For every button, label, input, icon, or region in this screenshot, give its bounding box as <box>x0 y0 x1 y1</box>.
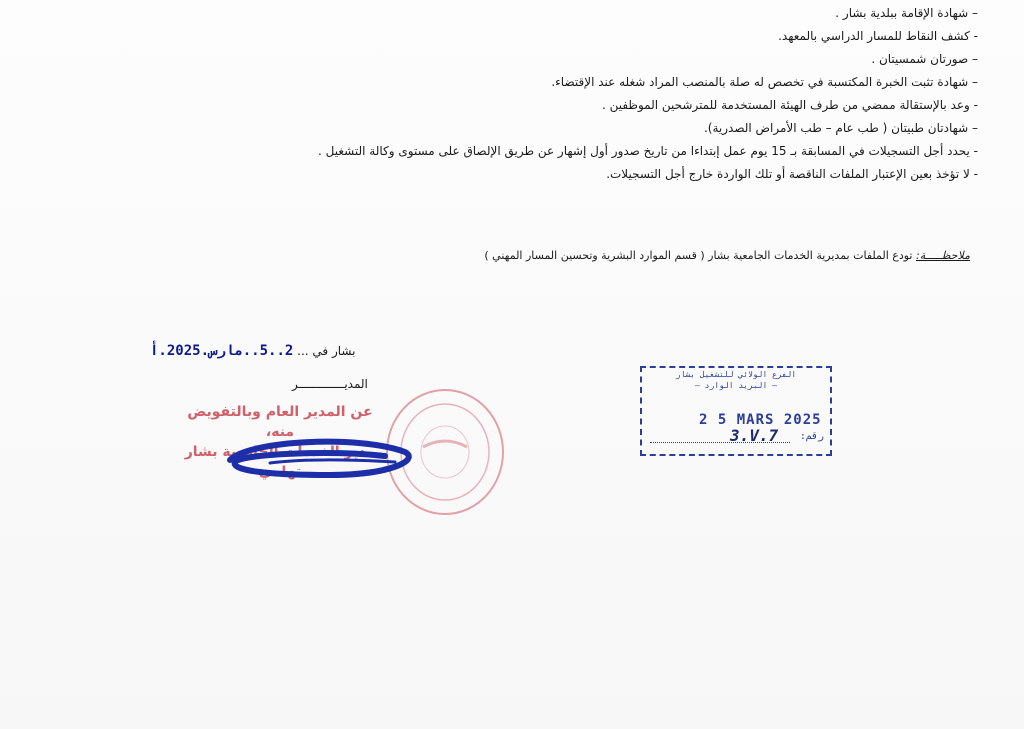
handwritten-date: 2..5..مارس.2025.أ <box>150 343 294 359</box>
stamp-number-dotted-line <box>650 442 790 443</box>
requirement-item: - لا تؤخذ بعين الإعتبار الملفات الناقصة أو تلك الواردة خارج أجل التسجيلات. <box>606 167 978 181</box>
stamp-number-label: رقم: <box>799 431 824 442</box>
requirements-list <box>278 2 978 186</box>
seal-line: عن المدير العام وبالتفويض منه، <box>187 404 373 440</box>
requirement-item: - وعد بالإستقالة ممضي من طرف الهيئة المستخدمة للمترشحين الموظفين . <box>601 98 978 112</box>
requirement-item: – شهادة الإقامة ببلدية بشار . <box>835 6 978 20</box>
director-title: المديـــــــــــــر <box>292 377 368 391</box>
handwritten-signature <box>210 430 420 490</box>
receipt-stamp <box>640 366 832 456</box>
requirement-item: – شهادتان طبيتان ( طب عام – طب الأمراض الصدرية). <box>703 121 978 135</box>
note-text: تودع الملفات بمديرية الخدمات الجامعية بشار ( قسم الموارد البشرية وتحسين المسار المهني ) <box>484 249 916 262</box>
stamp-number-value: 3.V.7 <box>730 426 779 445</box>
stamp-date: 2 5 MARS 2025 <box>699 412 822 428</box>
requirement-item: – شهادة تثبت الخبرة المكتسبة في تخصص له صلة بالمنصب المراد شغله عند الإقتضاء. <box>551 75 978 89</box>
note-label: ملاحظـــــة: <box>916 249 970 262</box>
note-line <box>484 249 970 262</box>
signing-date-line <box>150 343 355 359</box>
stamp-office-name: الفرع الولائي للتشغيل بشار <box>675 370 797 379</box>
date-prefix: بشار في ... <box>297 344 356 358</box>
requirement-item: - يحدد أجل التسجيلات في المسابقة بـ 15 يوم عمل إبتداءا من تاريخ صدور أول إشهار عن طريق الإلصاق على مستوى وكالة التشغيل . <box>318 144 978 158</box>
seal-line: مدير الخدمات الجامعية بشار <box>184 444 376 460</box>
requirement-item: - كشف النقاط للمسار الدراسي بالمعهد. <box>778 29 978 43</box>
seal-line: تهامي <box>258 464 302 480</box>
requirement-item: – صورتان شمسيتان . <box>871 52 978 66</box>
stamp-mail-label: – البريد الوارد – <box>695 381 777 390</box>
